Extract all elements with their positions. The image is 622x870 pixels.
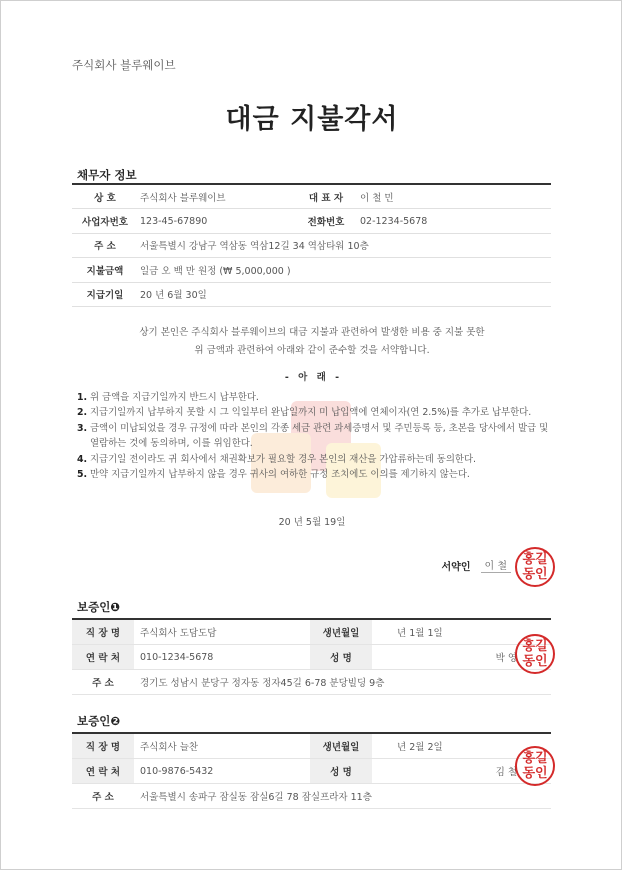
debtor-row-address [72, 234, 551, 258]
seal-stamp-icon: 홍길 동인 [515, 746, 555, 786]
value-address: 서울특별시 송파구 잠실동 잠실6길 78 잠실프라자 11층 [140, 792, 372, 803]
guarantor-2-title: 보증인❷ [77, 714, 121, 728]
label-business-number: 사업자번호 [82, 217, 128, 229]
value-workplace: 주식회사 도담도담 [140, 628, 217, 639]
value-contact: 010-9876-5432 [140, 765, 214, 777]
label-workplace: 직 장 명 [72, 734, 134, 758]
value-contact: 010-1234-5678 [140, 651, 214, 663]
label-birthdate: 생년월일 [310, 620, 372, 644]
g2-row-workplace [72, 734, 551, 759]
document-title: 대금 지불각서 [225, 104, 399, 135]
seal-stamp-icon: 홍길 동인 [515, 634, 555, 674]
value-due-date: 20 년 6월 30일 [140, 290, 207, 302]
label-workplace: 직 장 명 [72, 620, 134, 644]
label-name: 성 명 [310, 645, 372, 669]
g1-row-address [72, 670, 551, 695]
signer-name: 이 철 [481, 557, 512, 573]
label-birthdate: 생년월일 [310, 734, 372, 758]
value-name: 김 철 [495, 767, 517, 778]
debtor-row-amount [72, 258, 551, 282]
g2-row-address [72, 784, 551, 809]
value-amount: 일금 오 백 만 원정 (₩ 5,000,000 ) [140, 265, 291, 277]
pledge-text [1, 324, 622, 360]
label-address: 주 소 [92, 678, 114, 689]
terms-list [77, 390, 555, 482]
company-header: 주식회사 블루웨이브 [72, 58, 176, 72]
value-birthdate: 년 1월 1일 [397, 628, 443, 639]
sign-date: 20 년 5월 19일 [278, 517, 346, 528]
label-ceo: 대 표 자 [308, 192, 344, 204]
value-workplace: 주식회사 늘찬 [140, 742, 199, 753]
value-name: 박 영 [495, 653, 517, 664]
label-name: 성 명 [310, 759, 372, 783]
g1-row-workplace [72, 620, 551, 645]
term-item: 4. 지급기일 전이라도 귀 회사에서 채권확보가 필요할 경우 본인의 재산을 가압류하는데 동의한다. [77, 453, 476, 465]
signer-line [442, 557, 511, 573]
label-contact: 연 락 처 [72, 645, 134, 669]
debtor-section-title: 채무자 정보 [77, 168, 137, 182]
term-item: 2. 지급기일까지 납부하지 못할 시 그 익일부터 완납일까지 미 납입액에 연체이자(연 2.5%)를 추가로 납부한다. [77, 407, 532, 419]
value-address: 서울특별시 강남구 역삼동 역삼12길 34 역삼타워 10층 [140, 241, 369, 253]
debtor-row-due-date [72, 283, 551, 307]
pledge-line-1: 상기 본인은 주식회사 블루웨이브의 대금 지불과 관련하여 발생한 비용 중 지불 못한 [139, 327, 485, 338]
term-item: 5. 만약 지급기일까지 납부하지 않을 경우 귀사의 여하한 규정 조치에도 이의를 제기하지 않는다. [77, 469, 470, 481]
debtor-row-company [72, 185, 551, 209]
label-address: 주 소 [92, 792, 114, 803]
value-address: 경기도 성남시 분당구 정자동 정자45길 6-78 분당빌딩 9층 [140, 678, 385, 689]
value-business-number: 123-45-67890 [140, 215, 208, 227]
label-contact: 연 락 처 [72, 759, 134, 783]
value-ceo: 이 철 민 [360, 192, 394, 204]
label-company: 상 호 [94, 192, 116, 204]
pledge-line-2: 위 금액과 관련하여 아래와 같이 준수할 것을 서약합니다. [194, 345, 430, 356]
label-address: 주 소 [94, 241, 116, 253]
guarantor-1-table [72, 618, 551, 695]
value-birthdate: 년 2월 2일 [397, 742, 443, 753]
term-item: 1. 위 금액을 지급기일까지 반드시 납부한다. [77, 392, 259, 403]
debtor-row-bizno [72, 209, 551, 233]
label-amount: 지불금액 [86, 265, 124, 277]
ahrae-heading: - 아 래 - [284, 372, 340, 383]
seal-stamp-icon: 홍길 동인 [515, 547, 555, 587]
term-item: 3. 금액이 미납되었을 경우 규정에 따라 본인의 각종 세금 관련 과세증명서 및 주민등록 등, 초본을 당사에서 발급 및 열람하는 것에 동의하며, 이를 위임한다. [77, 422, 549, 450]
signer-label: 서약인 [441, 561, 471, 573]
guarantor-1-title: 보증인❶ [77, 600, 121, 614]
label-phone: 전화번호 [307, 217, 345, 229]
g1-row-contact [72, 645, 551, 670]
value-company: 주식회사 블루웨이브 [140, 192, 226, 204]
label-due-date: 지급기일 [86, 290, 124, 302]
guarantor-2-table [72, 732, 551, 809]
value-phone: 02-1234-5678 [360, 215, 428, 227]
g2-row-contact [72, 759, 551, 784]
debtor-info-table [72, 183, 551, 307]
